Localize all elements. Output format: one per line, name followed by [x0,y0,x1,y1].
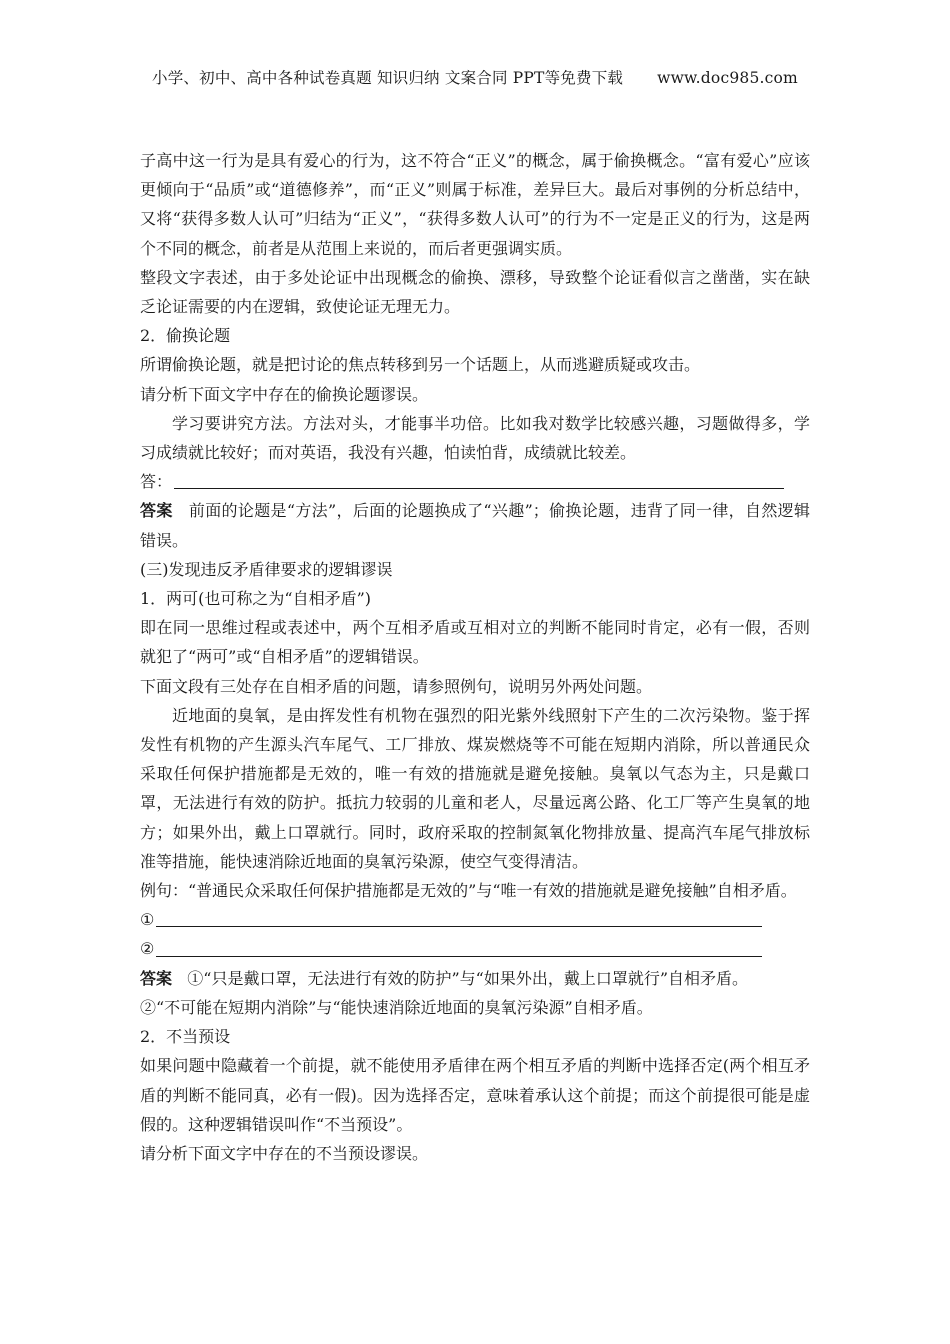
answer-blank[interactable] [156,908,762,927]
paragraph: 即在同一思维过程或表述中，两个互相矛盾或互相对立的判断不能同时肯定，必有一假，否则就犯了“两可”或“自相矛盾”的逻辑错误。 [140,618,810,667]
paragraph: 所谓偷换论题，就是把讨论的焦点转移到另一个话题上，从而逃避质疑或攻击。 [140,355,701,375]
answer-blank[interactable] [174,470,784,489]
answer-text: 前面的论题是“方法”，后面的论题换成了“兴趣”；偷换论题，违背了同一律，自然逻辑错误。 [140,501,810,550]
paragraph: 请分析下面文字中存在的偷换论题谬误。 [140,384,429,404]
answer-prompt-label: 答： [140,472,173,492]
blank-number: ② [140,939,155,959]
section-heading: 1．两可(也可称之为“自相矛盾”) [140,589,372,609]
answer-label: 答案 [140,968,173,988]
quoted-passage: 学习要讲究方法。方法对头，才能事半功倍。比如我对数学比较感兴趣，习题做得多，学习成绩就比较好；而对英语，我没有兴趣，怕读怕背，成绩就比较差。 [140,413,810,463]
section-heading: (三)发现违反矛盾律要求的逻辑谬误 [140,559,393,579]
paragraph: 整段文字表述，由于多处论证中出现概念的偷换、漂移，导致整个论证看似言之凿凿，实在缺乏论证需要的内在逻辑，致使论证无理无力。 [140,267,810,317]
section-heading: 2．偷换论题 [140,326,231,346]
answer-paragraph [140,496,810,554]
paragraph: 如果问题中隐藏着一个前提，就不能使用矛盾律在两个相互矛盾的判断中选择否定(两个相互矛盾的判断不能同真，必有一假)。因为选择否定，意味着承认这个前提；而这个前提很可能是虚假的。这种逻辑错误叫作“不当预设”。 [140,1056,810,1134]
numbered-blank-1 [140,905,810,934]
answer-paragraph [140,964,810,993]
answer-prompt [140,467,810,496]
page-header [0,66,950,88]
section-heading: 2．不当预设 [140,1027,231,1047]
answer-text: ①“只是戴口罩，无法进行有效的防护”与“如果外出，戴上口罩就行”自相矛盾。 [187,968,749,988]
paragraph: 下面文段有三处存在自相矛盾的问题，请参照例句，说明另外两处问题。 [140,676,653,696]
paragraph: 请分析下面文字中存在的不当预设谬误。 [140,1143,429,1163]
numbered-blank-2 [140,934,810,963]
header-title: 小学、初中、高中各种试卷真题 知识归纳 文案合同 PPT等免费下载 [152,69,624,87]
paragraph: 子高中这一行为是具有爱心的行为，这不符合“正义”的概念，属于偷换概念。“富有爱心”应该更倾向于“品质”或“道德修养”，而“正义”则属于标准，差异巨大。最后对事例的分析总结中，又将“获得多数人认可”归结为“正义”，“获得多数人认可”的行为不一定是正义的行为，这是两个不同的概念，前者是从范围上来说的，而后者更强调实质。 [140,151,810,258]
answer-label: 答案 [140,501,173,521]
quoted-passage: 近地面的臭氧，是由挥发性有机物在强烈的阳光紫外线照射下产生的二次污染物。鉴于挥发性有机物的产生源头汽车尾气、工厂排放、煤炭燃烧等不可能在短期内消除，所以普通民众采取任何保护措施都是无效的，唯一有效的措施就是避免接触。臭氧以气态为主，只是戴口罩，无法进行有效的防护。抵抗力较弱的儿童和老人，尽量远离公路、化工厂等产生臭氧的地方；如果外出，戴上口罩就行。同时，政府采取的控制氮氧化物排放量、提高汽车尾气排放标准等措施，能快速消除近地面的臭氧污染源，使空气变得清洁。 [140,705,810,871]
document-body [140,146,810,1168]
example-sentence: 例句：“普通民众采取任何保护措施都是无效的”与“唯一有效的措施就是避免接触”自相矛盾。 [140,881,797,901]
header-url[interactable]: www.doc985.com [657,69,798,87]
answer-blank[interactable] [156,938,762,957]
blank-number: ① [140,910,155,930]
answer-text: ②“不可能在短期内消除”与“能快速消除近地面的臭氧污染源”自相矛盾。 [140,997,653,1017]
